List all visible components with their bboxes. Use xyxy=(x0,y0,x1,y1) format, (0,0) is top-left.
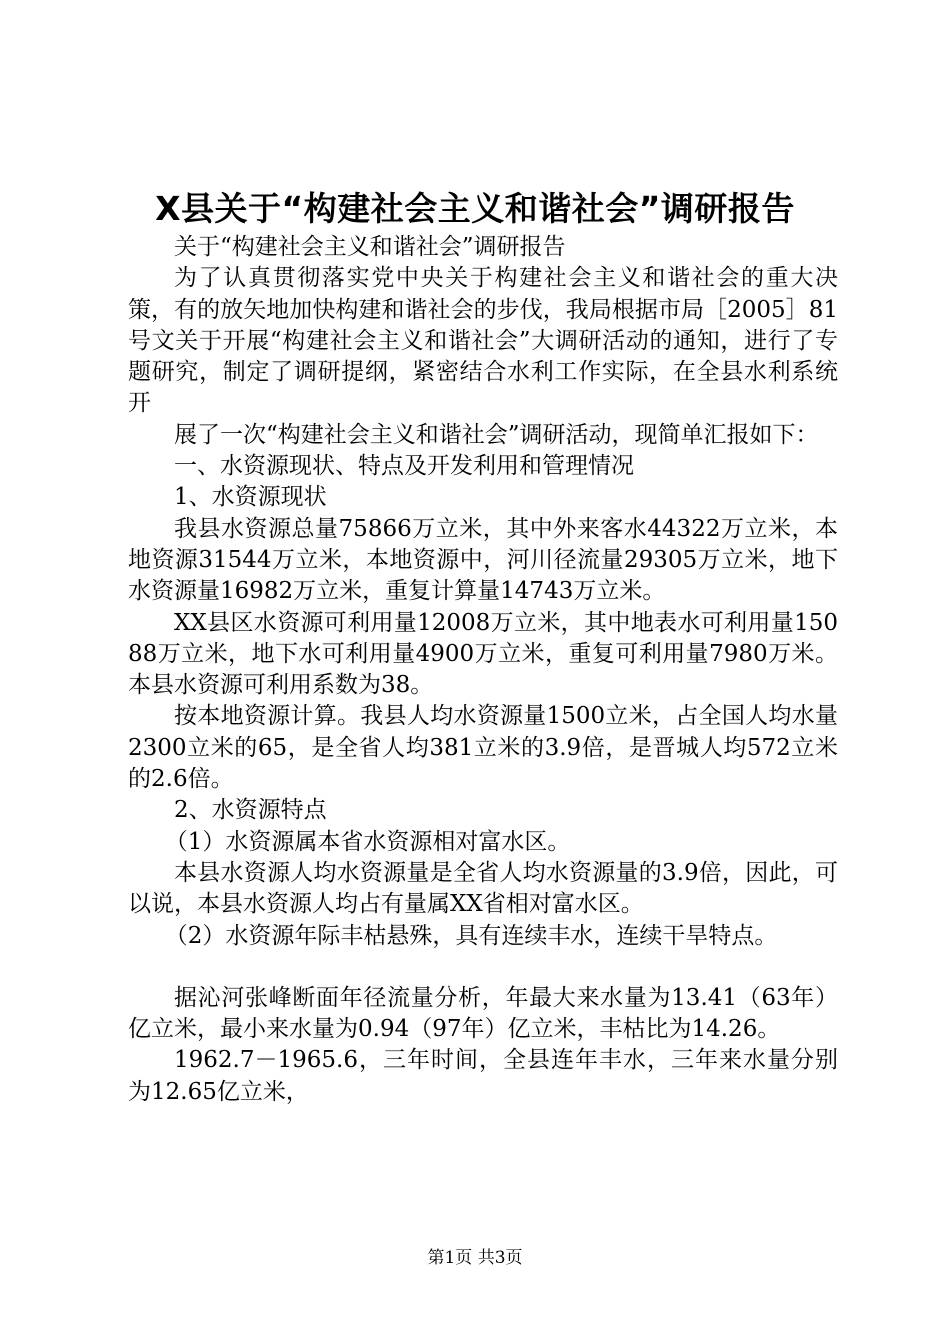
paragraph-water-total: 我县水资源总量75866万立米，其中外来客水44322万立米，本地资源31544万立米，本地资源中，河川径流量29305万立米，地下水资源量16982万立米，重复计算量14743万立米。 xyxy=(128,515,838,605)
subsection-heading-2: 2、水资源特点 xyxy=(174,797,327,824)
point-2: （2）水资源年际丰枯悬殊，具有连续丰水，连续干旱特点。 xyxy=(164,922,778,949)
section-heading-1: 一、水资源现状、特点及开发利用和管理情况 xyxy=(174,453,634,480)
point-1: （1）水资源属本省水资源相对富水区。 xyxy=(164,828,571,855)
paragraph-rich-water: 本县水资源人均水资源量是全省人均水资源量的3.9倍，因此，可以说，本县水资源人均占有量属XX省相对富水区。 xyxy=(128,859,838,918)
subsection-heading-1: 1、水资源现状 xyxy=(174,484,327,511)
paragraph-runoff-analysis: 据沁河张峰断面年径流量分析，年最大来水量为13.41（63年）亿立米，最小来水量为0.94（97年）亿立米，丰枯比为14.26。 xyxy=(128,984,838,1043)
page-number: 第1页 共3页 xyxy=(427,1248,523,1268)
paragraph-wet-years: 1962.7－1965.6，三年时间，全县连年丰水，三年来水量分别为12.65亿立米， xyxy=(128,1047,838,1105)
paragraph-intro: 为了认真贯彻落实党中央关于构建社会主义和谐社会的重大决策，有的放矢地加快构建和谐社会的步伐，我局根据市局［2005］81号文关于开展“构建社会主义和谐社会”大调研活动的通知，进行了专题研究，制定了调研提纲，紧密结合水利工作实际，在全县水利系统开 xyxy=(128,265,838,417)
paragraph-water-per-capita: 按本地资源计算。我县人均水资源量1500立米，占全国人均水量2300立米的65，是全省人均381立米的3.9倍，是晋城人均572立米的2.6倍。 xyxy=(128,703,838,793)
document-title: X县关于“构建社会主义和谐社会”调研报告 xyxy=(155,189,795,228)
paragraph-water-usable: XX县区水资源可利用量12008万立米，其中地表水可利用量15088万立米，地下水可利用量4900万立米，重复可利用量7980万米。本县水资源可利用系数为38。 xyxy=(128,609,838,699)
paragraph-intro-cont: 展了一次“构建社会主义和谐社会”调研活动，现简单汇报如下： xyxy=(174,421,819,448)
paragraph-subtitle: 关于“构建社会主义和谐社会”调研报告 xyxy=(174,234,566,260)
document-body xyxy=(128,232,838,1108)
